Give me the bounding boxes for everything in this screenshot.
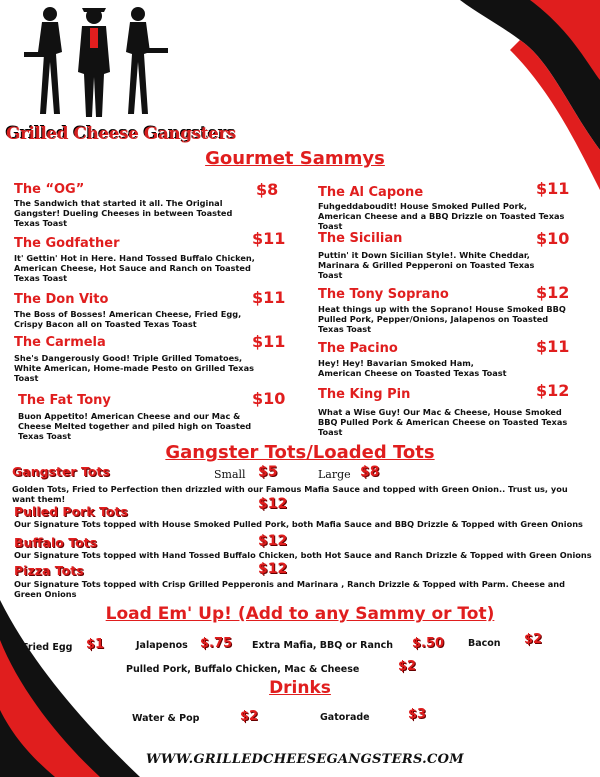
item-price: $11 bbox=[536, 337, 570, 356]
item-price: $12 bbox=[536, 381, 570, 400]
item-price: $12 bbox=[536, 283, 570, 302]
item-description: What a Wise Guy! Our Mac & Cheese, House Smoked BBQ Pulled Pork & American Cheese on Toasted Texas Toast bbox=[318, 407, 568, 438]
gangster-silhouettes-logo bbox=[12, 2, 172, 120]
item-name: The King Pin bbox=[318, 387, 411, 402]
item-name: Gangster Tots bbox=[12, 464, 110, 479]
item-price: $11 bbox=[252, 332, 286, 351]
item-description: Fuhgeddaboudit! House Smoked Pulled Pork, American Cheese and a BBQ Drizzle on Toasted Texas Toast bbox=[318, 201, 565, 232]
drink-price: $2 bbox=[240, 709, 259, 724]
item-description: Our Signature Tots topped with House Smoked Pulled Pork, both Mafia Sauce and BBQ Drizzle & Topped with Green Onions bbox=[14, 519, 583, 529]
drinks-section-title: Drinks bbox=[269, 678, 331, 698]
item-name: The Godfather bbox=[14, 236, 120, 251]
drink-name: Water & Pop bbox=[132, 713, 200, 724]
item-price: $11 bbox=[252, 288, 286, 307]
item-name: Pizza Tots bbox=[14, 563, 84, 578]
item-description: It' Gettin' Hot in Here. Hand Tossed Buffalo Chicken, American Cheese, Hot Sauce and Ranch on Toasted Texas Toast bbox=[14, 253, 255, 284]
addon-name: Fried Egg bbox=[22, 642, 73, 653]
item-name: The Don Vito bbox=[14, 292, 109, 307]
item-description: She's Dangerously Good! Triple Grilled Tomatoes, White American, Home-made Pesto on Grilled Texas Toast bbox=[14, 353, 254, 384]
item-name: The Sicilian bbox=[318, 231, 403, 246]
item-name: The “OG” bbox=[14, 182, 85, 197]
item-price: $10 bbox=[252, 389, 286, 408]
decorative-swoosh-bottom-left bbox=[0, 600, 140, 777]
item-description: Hey! Hey! Bavarian Smoked Ham, American Cheese on Toasted Texas Toast bbox=[318, 358, 507, 379]
addon-price: $.75 bbox=[200, 636, 233, 651]
item-description: The Boss of Bosses! American Cheese, Fried Egg, Crispy Bacon all on Toasted Texas Toast bbox=[14, 309, 242, 330]
item-price: $8 bbox=[256, 180, 279, 199]
item-name: The Carmela bbox=[14, 335, 106, 350]
drink-name: Gatorade bbox=[320, 712, 370, 723]
drink-price: $3 bbox=[408, 707, 427, 722]
addon-price: $2 bbox=[524, 632, 543, 647]
item-name: The Fat Tony bbox=[18, 393, 111, 408]
item-price: $12 bbox=[258, 496, 288, 512]
item-price: $10 bbox=[536, 229, 570, 248]
item-description: Golden Tots, Fried to Perfection then drizzled with our Famous Mafia Sauce and topped with Green Onion.. Trust us, you want them! bbox=[12, 484, 568, 505]
item-description: Buon Appetito! American Cheese and our Mac & Cheese Melted together and piled high on Toasted Texas Toast bbox=[18, 411, 252, 442]
item-description: Puttin' it Down Sicilian Style!. White Cheddar, Marinara & Grilled Pepperoni on Toasted Texas Toast bbox=[318, 250, 535, 281]
size-large-label: Large bbox=[318, 468, 351, 481]
size-small-price: $5 bbox=[258, 464, 278, 480]
item-description: The Sandwich that started it all. The Original Gangster! Dueling Cheeses in between Toasted Texas Toast bbox=[14, 198, 233, 229]
addon-name: Extra Mafia, BBQ or Ranch bbox=[252, 640, 394, 651]
website-url: WWW.GRILLEDCHEESEGANGSTERS.COM bbox=[146, 752, 464, 767]
addon-name: Jalapenos bbox=[136, 640, 188, 651]
item-name: The Al Capone bbox=[318, 185, 424, 200]
item-name: The Pacino bbox=[318, 341, 398, 356]
item-description: Our Signature Tots topped with Crisp Grilled Pepperonis and Marinara , Ranch Drizzle & Topped with Parm. Cheese and Green Onions bbox=[14, 579, 565, 600]
addon-price: $.50 bbox=[412, 636, 445, 651]
addon-price: $2 bbox=[398, 659, 417, 674]
size-small-label: Small bbox=[214, 468, 246, 481]
item-description: Our Signature Tots topped with Hand Tossed Buffalo Chicken, both Hot Sauce and Ranch Drizzle & Topped with Green Onions bbox=[14, 550, 592, 560]
size-large-price: $8 bbox=[360, 464, 380, 480]
item-price: $12 bbox=[258, 561, 288, 577]
addon-name: Pulled Pork, Buffalo Chicken, Mac & Cheese bbox=[126, 664, 360, 675]
item-name: Buffalo Tots bbox=[14, 535, 98, 550]
addon-name: Bacon bbox=[468, 638, 501, 649]
tots-section-title: Gangster Tots/Loaded Tots bbox=[165, 442, 435, 463]
item-description: Heat things up with the Soprano! House Smoked BBQ Pulled Pork, Pepper/Onions, Jalapenos on Toasted Texas Toast bbox=[318, 304, 566, 335]
item-price: $12 bbox=[258, 533, 288, 549]
item-price: $11 bbox=[536, 179, 570, 198]
brand-logo-text: Grilled Cheese Gangsters bbox=[6, 124, 236, 144]
sammys-section-title: Gourmet Sammys bbox=[205, 148, 385, 169]
item-name: Pulled Pork Tots bbox=[14, 504, 128, 519]
addons-section-title: Load Em' Up! (Add to any Sammy or Tot) bbox=[105, 604, 495, 624]
addon-price: $1 bbox=[86, 637, 105, 652]
item-price: $11 bbox=[252, 229, 286, 248]
item-name: The Tony Soprano bbox=[318, 287, 449, 302]
